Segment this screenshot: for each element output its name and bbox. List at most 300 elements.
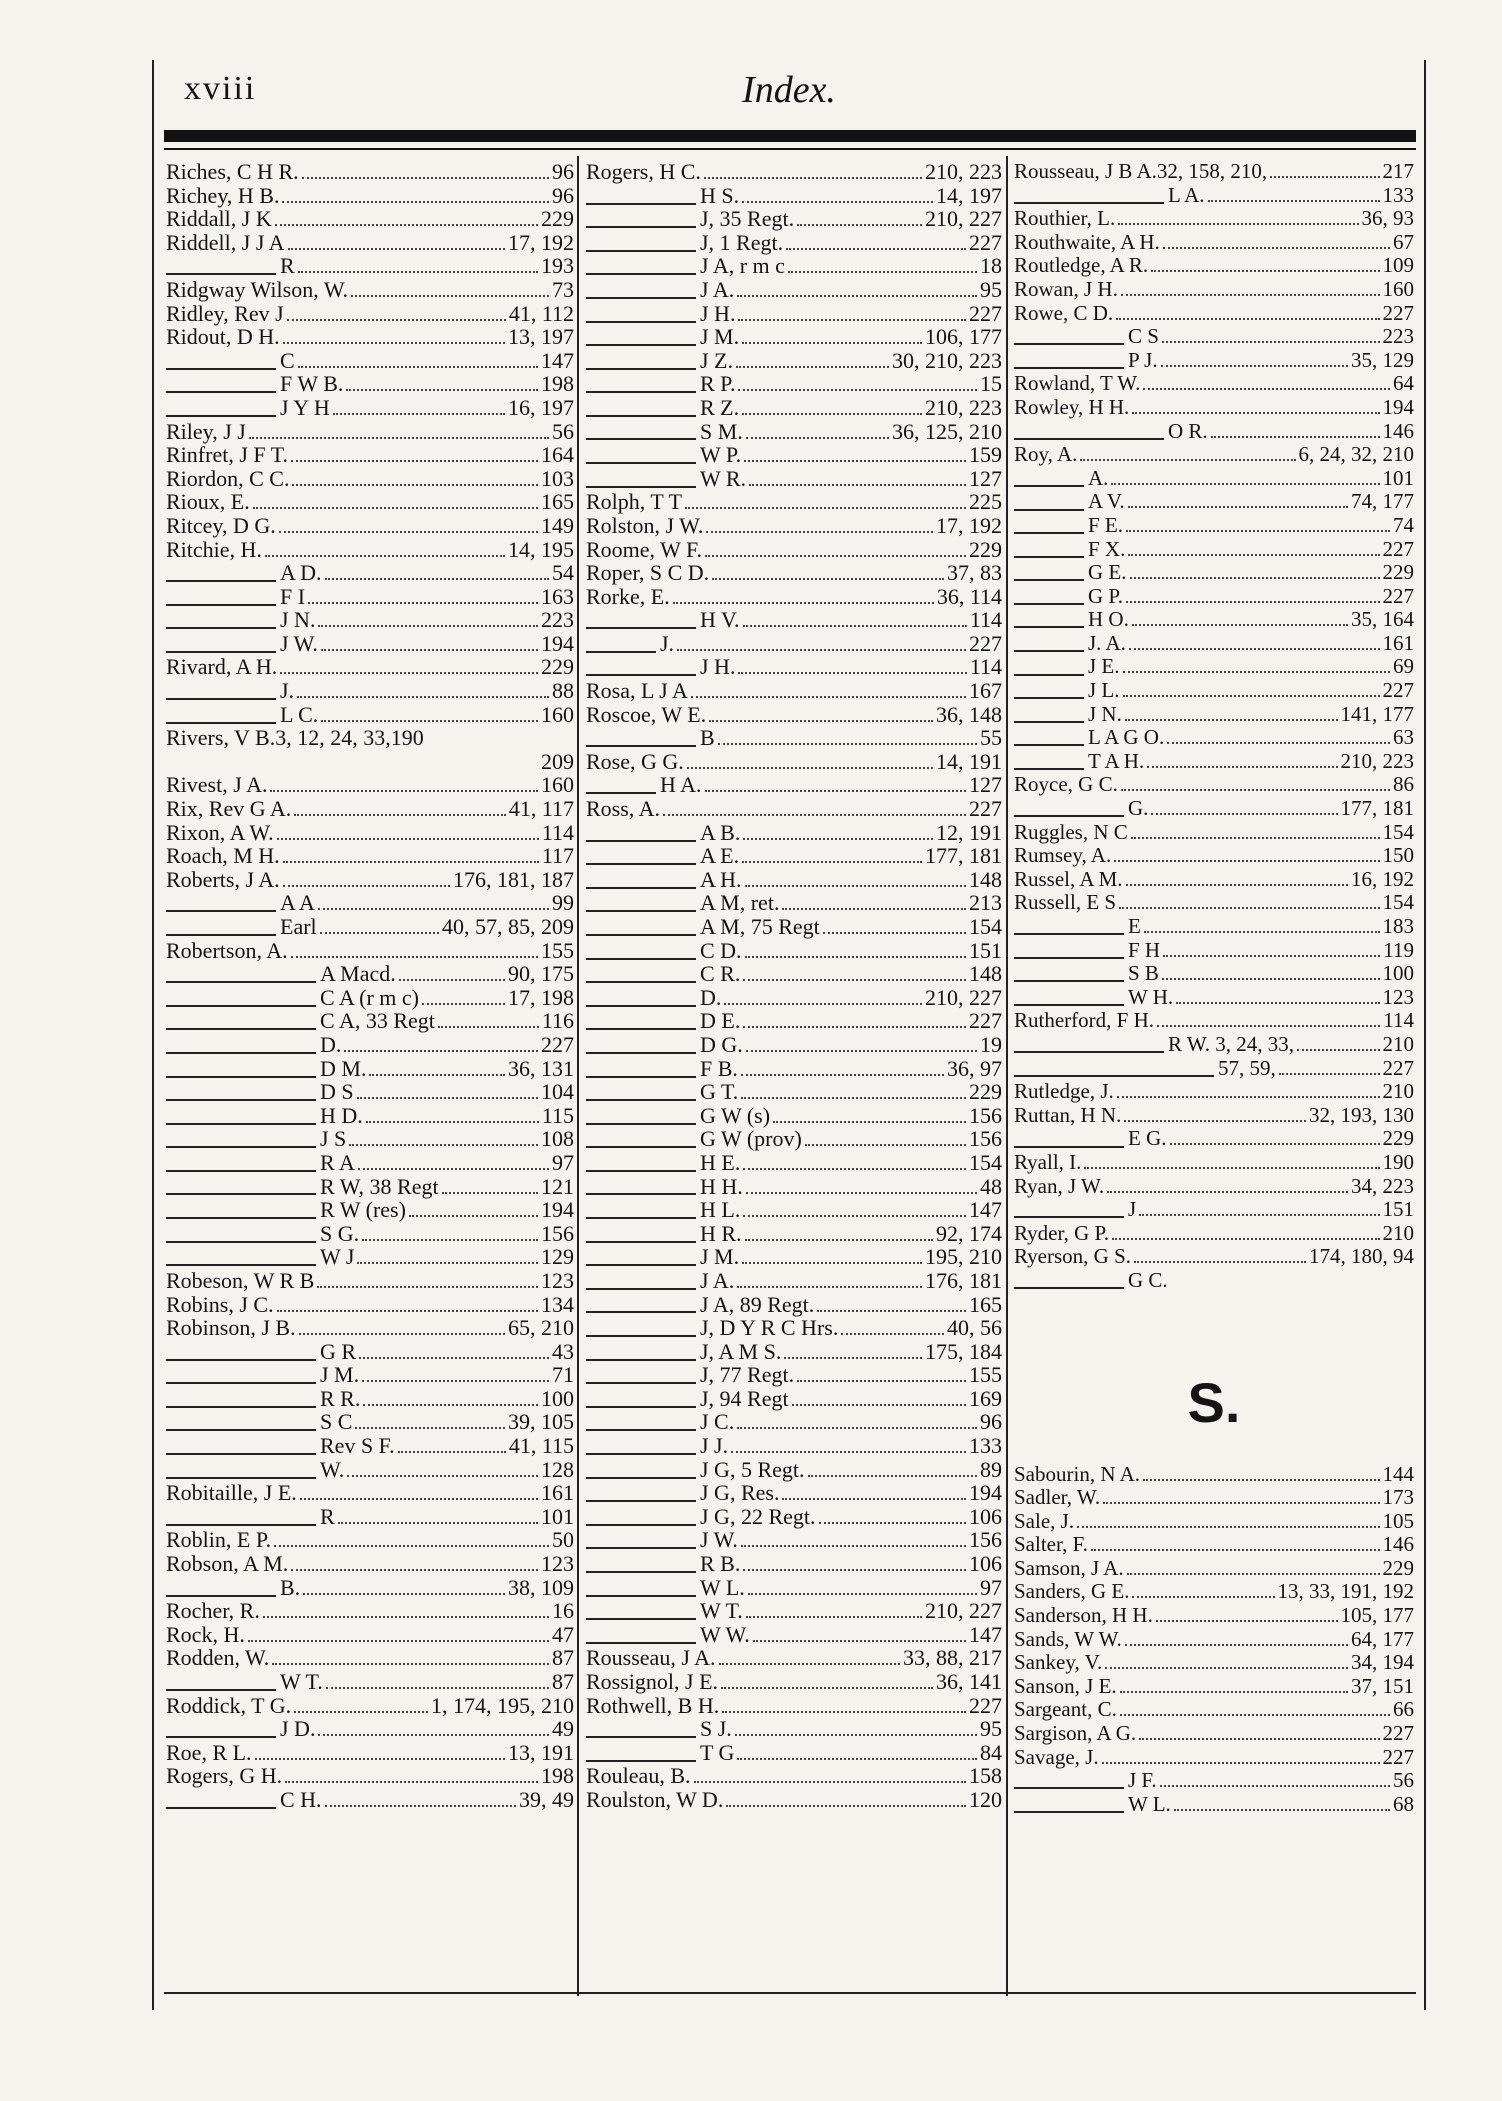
- entry-name: [586, 490, 682, 514]
- entry-name-text: Sargison, A G.: [1014, 1721, 1137, 1746]
- index-entry: [1014, 1151, 1414, 1175]
- entry-name-text: Roddick, T G.: [166, 1692, 292, 1718]
- leader-dots: [318, 611, 538, 627]
- leader-dots: [1128, 540, 1379, 556]
- index-entry: [586, 1599, 1002, 1623]
- leader-dots: [1163, 233, 1390, 249]
- entry-pages: 129: [541, 1244, 574, 1270]
- leader-dots: [742, 328, 922, 344]
- index-entry: [586, 254, 1002, 278]
- entry-pages: 49: [552, 1716, 574, 1742]
- entry-pages: 41, 112: [508, 300, 574, 326]
- leader-dots: [1112, 1224, 1379, 1240]
- repeat-dash: [586, 1087, 696, 1101]
- entry-name: [586, 939, 742, 963]
- index-entry: [166, 514, 574, 538]
- leader-dots: [1162, 964, 1380, 980]
- repeat-dash: [586, 993, 696, 1007]
- leader-dots: [283, 847, 539, 863]
- entry-name-text: G T.: [700, 1079, 739, 1105]
- entry-pages: 103: [541, 465, 574, 491]
- repeat-dash: [586, 1630, 696, 1644]
- index-entry: [586, 561, 1002, 585]
- index-entry: [586, 726, 1002, 750]
- repeat-dash: [1014, 1775, 1124, 1789]
- leader-dots: [736, 352, 889, 368]
- entry-name-text: W H.: [1128, 984, 1174, 1009]
- entry-pages: 176, 181, 187: [453, 866, 574, 892]
- repeat-dash: [166, 1583, 276, 1597]
- entry-name-text: A B.: [700, 819, 741, 845]
- entry-pages: 55: [980, 725, 1002, 751]
- entry-name: [1014, 1269, 1168, 1293]
- index-entry: [1014, 207, 1414, 231]
- entry-pages: 63: [1393, 725, 1414, 750]
- index-entry: [166, 939, 574, 963]
- entry-name-text: Rivard, A H.: [166, 654, 278, 680]
- entry-name-text: Rev S F.: [320, 1433, 395, 1459]
- index-entry: [586, 655, 1002, 679]
- entry-pages: 87: [552, 1669, 574, 1694]
- leader-dots: [745, 942, 966, 958]
- index-entry: [166, 1057, 574, 1081]
- repeat-dash: [586, 851, 696, 865]
- entry-name-text: J, D Y R C Hrs.: [700, 1315, 839, 1341]
- entry-name: [166, 420, 246, 444]
- repeat-dash: [1014, 331, 1124, 345]
- entry-name-text: W L.: [1128, 1791, 1171, 1816]
- entry-name-text: R W (res): [320, 1197, 406, 1223]
- repeat-dash: [166, 1087, 316, 1101]
- entry-name: [586, 1340, 781, 1364]
- entry-name: [586, 1387, 789, 1411]
- entry-name: [1014, 538, 1125, 562]
- entry-pages: 106: [969, 1551, 1002, 1577]
- entry-pages: 227: [541, 1031, 574, 1057]
- entry-pages: 36, 131: [508, 1055, 574, 1081]
- index-entry: [166, 585, 574, 609]
- entry-name-text: G W (s): [700, 1102, 771, 1128]
- entry-name: [1014, 1675, 1117, 1699]
- entry-pages: 127: [969, 772, 1002, 798]
- index-entry: [1014, 962, 1414, 986]
- leader-dots: [249, 423, 549, 439]
- entry-pages: 121: [541, 1173, 574, 1199]
- index-entry: [1014, 1245, 1414, 1269]
- entry-name-text: Rouleau, B.: [586, 1763, 691, 1789]
- entry-name: [166, 608, 315, 632]
- repeat-dash: [586, 946, 696, 960]
- index-entry: [166, 1694, 574, 1718]
- index-entry: [586, 1222, 1002, 1246]
- entry-pages: 36, 148: [936, 701, 1002, 727]
- entry-pages: 167: [969, 678, 1002, 704]
- entry-name-text: Rutledge, J.: [1014, 1079, 1114, 1104]
- entry-name: [586, 986, 721, 1010]
- entry-pages: 68: [1393, 1791, 1414, 1816]
- entry-name: [1014, 632, 1126, 656]
- entry-name-text: Roper, S C D.: [586, 560, 710, 586]
- entry-name-text: A E.: [700, 843, 740, 869]
- entry-name: [1014, 372, 1140, 396]
- entry-pages: 227: [1382, 1721, 1414, 1746]
- repeat-dash: [586, 1111, 696, 1125]
- entry-name: [1014, 396, 1129, 420]
- entry-name: [586, 1222, 742, 1246]
- entry-pages: 160: [1382, 276, 1414, 301]
- leader-dots: [749, 470, 966, 486]
- entry-name: [1014, 1057, 1276, 1081]
- repeat-dash: [1014, 1063, 1214, 1077]
- repeat-dash: [166, 1394, 316, 1408]
- entry-name-text: Rogers, H C.: [586, 159, 701, 184]
- index-entry: [586, 632, 1002, 656]
- entry-pages: 155: [541, 937, 574, 963]
- index-entry: [166, 1340, 574, 1364]
- entry-name: [586, 1623, 750, 1647]
- repeat-dash: [166, 1064, 316, 1078]
- entry-pages: 147: [541, 347, 574, 373]
- leader-dots: [369, 1060, 505, 1076]
- entry-name-text: C D.: [700, 937, 742, 963]
- entry-name: [166, 1717, 315, 1741]
- leader-dots: [805, 1130, 966, 1146]
- entry-name: [166, 1623, 245, 1647]
- leader-dots: [1102, 1748, 1380, 1764]
- entry-name: [166, 1694, 291, 1718]
- leader-dots: [726, 1791, 966, 1807]
- entry-name: [166, 1552, 288, 1576]
- entry-name: [586, 1481, 779, 1505]
- repeat-dash: [166, 1677, 276, 1691]
- index-entry: [586, 1104, 1002, 1128]
- index-entry: [166, 844, 574, 868]
- repeat-dash: [1014, 497, 1084, 511]
- entry-name-text: Sale, J.: [1014, 1508, 1075, 1533]
- repeat-dash: [1014, 591, 1084, 605]
- index-entry: [166, 160, 574, 184]
- entry-pages: 97: [980, 1574, 1002, 1600]
- leader-dots: [1126, 587, 1379, 603]
- leader-dots: [782, 894, 966, 910]
- entry-name: [1014, 585, 1123, 609]
- index-entry: [586, 891, 1002, 915]
- entry-pages: 87: [552, 1645, 574, 1671]
- entry-pages: 210, 227: [925, 984, 1002, 1010]
- entry-name: [586, 1269, 734, 1293]
- entry-name: [586, 1670, 718, 1694]
- leader-dots: [1118, 209, 1358, 225]
- repeat-dash: [1014, 544, 1084, 558]
- entry-name-text: R B.: [700, 1551, 741, 1577]
- entry-name: [166, 278, 348, 302]
- entry-pages: 96: [552, 182, 574, 208]
- entry-pages: 6, 24, 32, 210: [1298, 442, 1414, 467]
- repeat-dash: [586, 1158, 696, 1172]
- entry-name: [1014, 1151, 1081, 1175]
- leader-dots: [705, 541, 966, 557]
- entry-name: [1014, 561, 1127, 585]
- entry-name-text: T A H.: [1088, 748, 1145, 773]
- index-entry: [1014, 797, 1414, 821]
- leader-dots: [1126, 516, 1390, 532]
- entry-name-text: 57, 59,: [1218, 1055, 1276, 1080]
- repeat-dash: [166, 1229, 316, 1243]
- entry-name-text: R W. 3, 24, 33,: [1168, 1031, 1295, 1056]
- entry-name: [586, 467, 746, 491]
- entry-name-text: J A.: [700, 276, 735, 302]
- entry-name: [1014, 1222, 1109, 1246]
- repeat-dash: [586, 662, 696, 676]
- leader-dots: [338, 1508, 538, 1524]
- entry-pages: 120: [969, 1786, 1002, 1812]
- repeat-dash: [586, 356, 696, 370]
- entry-pages: 71: [552, 1362, 574, 1388]
- entry-pages: 154: [969, 914, 1002, 939]
- entry-name-text: D G.: [700, 1031, 743, 1057]
- index-entry: [586, 1269, 1002, 1293]
- entry-pages: 198: [541, 371, 574, 397]
- entry-name: [166, 302, 284, 326]
- repeat-dash: [166, 1016, 316, 1030]
- entry-name-text: W T.: [700, 1598, 743, 1624]
- repeat-dash: [586, 733, 696, 747]
- entry-name-text: Richey, H B.: [166, 182, 280, 208]
- leader-dots: [303, 1579, 505, 1595]
- leader-dots: [743, 1201, 966, 1217]
- repeat-dash: [586, 1417, 696, 1431]
- leader-dots: [169, 755, 538, 769]
- index-entry: [1014, 443, 1414, 467]
- entry-pages: 36, 141: [936, 1669, 1002, 1694]
- entry-pages: 84: [980, 1739, 1002, 1765]
- leader-dots: [399, 965, 505, 981]
- entry-name: [1014, 1698, 1117, 1722]
- header-rule: [164, 130, 1416, 142]
- entry-pages: 210, 227: [925, 206, 1002, 232]
- entry-pages: 177, 181: [1340, 796, 1414, 821]
- entry-name: [1014, 207, 1115, 231]
- entry-name: [586, 231, 783, 255]
- leader-dots: [712, 564, 944, 580]
- repeat-dash: [1014, 1039, 1164, 1053]
- entry-pages: 115: [541, 1102, 574, 1128]
- entry-pages: 114: [1383, 1008, 1414, 1033]
- leader-dots: [1080, 445, 1295, 461]
- entry-name-text: Rowan, J H.: [1014, 276, 1118, 301]
- entry-pages: 18: [980, 253, 1002, 279]
- entry-name: [1014, 325, 1159, 349]
- entry-pages: 176, 181: [925, 1267, 1002, 1293]
- entry-name-text: A V.: [1088, 489, 1125, 514]
- leader-dots: [291, 446, 538, 462]
- repeat-dash: [166, 261, 276, 275]
- leader-dots: [808, 1461, 978, 1477]
- index-entry: [586, 1387, 1002, 1411]
- repeat-dash: [166, 993, 316, 1007]
- index-entry: [166, 467, 574, 491]
- index-entry: [1014, 1769, 1414, 1793]
- repeat-dash: [166, 898, 276, 912]
- leader-dots: [1119, 893, 1379, 909]
- index-entry: [586, 349, 1002, 373]
- leader-dots: [694, 1767, 967, 1783]
- leader-dots: [687, 753, 933, 769]
- index-entry: [1014, 420, 1414, 444]
- entry-name: [1014, 844, 1111, 868]
- entry-name: [166, 986, 419, 1010]
- entry-pages: 223: [541, 607, 574, 633]
- entry-name-text: A H.: [700, 866, 742, 892]
- leader-dots: [1151, 256, 1379, 272]
- index-entry: [586, 1009, 1002, 1033]
- entry-name: [1014, 773, 1118, 797]
- entry-pages: 41, 117: [508, 796, 574, 822]
- entry-pages: 36, 114: [936, 583, 1002, 609]
- repeat-dash: [586, 1583, 696, 1597]
- leader-dots: [1123, 681, 1380, 697]
- entry-name: [586, 1104, 770, 1128]
- entry-name: [166, 1387, 360, 1411]
- entry-name-text: Sanderson, H H.: [1014, 1603, 1153, 1628]
- repeat-dash: [586, 639, 656, 653]
- page-title: Index.: [742, 69, 836, 111]
- entry-name-text: Routhier, L.: [1014, 206, 1116, 231]
- repeat-dash: [166, 1370, 316, 1384]
- index-entry: [586, 1151, 1002, 1175]
- leader-dots: [1163, 941, 1380, 957]
- entry-name-text: J N.: [1088, 701, 1122, 726]
- entry-name-text: Rousseau, J B A.32, 158, 210,: [1014, 159, 1268, 183]
- index-entry: [166, 962, 574, 986]
- entry-name: [586, 349, 733, 373]
- entry-name-text: Rosa, L J A: [586, 678, 688, 704]
- leader-dots: [1132, 610, 1348, 626]
- index-entry: [166, 1717, 574, 1741]
- index-entry: [166, 1552, 574, 1576]
- entry-name-text: W L.: [700, 1574, 745, 1600]
- leader-dots: [325, 564, 549, 580]
- index-entry: [166, 1198, 574, 1222]
- entry-name: [166, 231, 285, 255]
- entry-name-text: Riley, J J: [166, 418, 246, 444]
- repeat-dash: [1014, 614, 1084, 628]
- entry-pages: 227: [1382, 536, 1414, 561]
- repeat-dash: [586, 1535, 696, 1549]
- entry-pages: 39, 49: [519, 1786, 574, 1812]
- entry-name: [1014, 1580, 1129, 1604]
- entry-name-text: R: [280, 253, 295, 279]
- repeat-dash: [166, 592, 276, 606]
- entry-pages: 229: [541, 654, 574, 680]
- index-entry: [1014, 585, 1414, 609]
- entry-name: [586, 1552, 740, 1576]
- entry-name: [1014, 1463, 1140, 1487]
- leader-dots: [1131, 823, 1380, 839]
- repeat-dash: [166, 686, 276, 700]
- leader-dots: [1114, 846, 1379, 862]
- index-entry: [1014, 231, 1414, 255]
- entry-name: [166, 184, 279, 208]
- entry-pages: 128: [541, 1456, 574, 1482]
- entry-name: [1014, 1127, 1167, 1151]
- entry-pages: 19: [980, 1031, 1002, 1057]
- index-entry: [166, 915, 574, 939]
- entry-name: [586, 1127, 802, 1151]
- entry-name-text: J H.: [700, 300, 736, 326]
- entry-name-text: L A G O.: [1088, 725, 1165, 750]
- entry-name: [586, 1741, 734, 1765]
- entry-name-text: Rogers, G H.: [166, 1763, 283, 1789]
- entry-name-text: Rodden, W.: [166, 1645, 270, 1671]
- entry-name: [1014, 1793, 1171, 1817]
- index-entry: [586, 773, 1002, 797]
- index-entry: [166, 1293, 574, 1317]
- entry-name-text: Sanson, J E.: [1014, 1673, 1117, 1698]
- entry-name-text: Ross, A.: [586, 796, 660, 822]
- entry-pages: 12, 191: [936, 819, 1002, 845]
- index-entry: [1014, 632, 1414, 656]
- index-entry: [586, 1198, 1002, 1222]
- index-entry: [586, 372, 1002, 396]
- index-entry: [586, 231, 1002, 255]
- entry-pages: 158: [969, 1763, 1002, 1789]
- leader-dots: [742, 187, 933, 203]
- entry-pages: 64, 177: [1351, 1626, 1414, 1651]
- entry-name: [166, 1340, 356, 1364]
- entry-name: [166, 254, 295, 278]
- leader-dots: [745, 871, 966, 887]
- index-entry: [586, 1741, 1002, 1765]
- entry-name: [586, 632, 674, 656]
- index-entry: [166, 1175, 574, 1199]
- index-entry: [586, 490, 1002, 514]
- leader-dots: [1174, 1795, 1390, 1811]
- index-entry: [166, 1127, 574, 1151]
- entry-name: [586, 325, 739, 349]
- entry-name-text: Rossignol, J E.: [586, 1669, 719, 1694]
- entry-name: [166, 1576, 300, 1600]
- entry-pages: 150: [1382, 843, 1414, 868]
- entry-name: [586, 278, 734, 302]
- entry-pages: 229: [969, 536, 1002, 562]
- repeat-dash: [1014, 968, 1124, 982]
- entry-name-text: F W B.: [280, 371, 344, 397]
- leader-dots: [745, 1225, 933, 1241]
- entry-name-text: A M, 75 Regt: [700, 914, 820, 939]
- entry-name: [1014, 1533, 1088, 1557]
- entry-name-text: Sanders, G E.: [1014, 1579, 1130, 1604]
- entry-name: [166, 443, 288, 467]
- entry-name: [586, 585, 670, 609]
- leader-dots: [1208, 186, 1380, 202]
- repeat-dash: [586, 780, 656, 794]
- index-entry: [586, 1458, 1002, 1482]
- index-entry: [1014, 1033, 1414, 1057]
- leader-dots: [817, 1296, 966, 1312]
- entry-pages: 190: [1382, 1149, 1414, 1174]
- index-entry: [1014, 372, 1414, 396]
- index-entry: [1014, 868, 1414, 892]
- repeat-dash: [586, 898, 696, 912]
- entry-name-text: J.: [660, 630, 675, 656]
- entry-name: [1014, 891, 1116, 915]
- entry-name-text: H V.: [700, 607, 740, 633]
- entry-pages: 104: [541, 1079, 574, 1105]
- index-entry: [166, 1033, 574, 1057]
- leader-dots: [1084, 1153, 1379, 1169]
- repeat-dash: [586, 1205, 696, 1219]
